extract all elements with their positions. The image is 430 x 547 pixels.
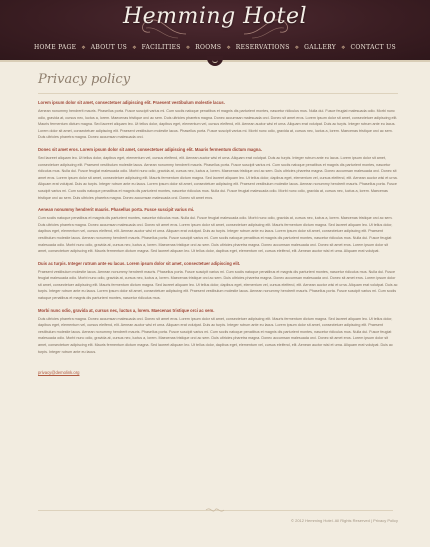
section-heading: Lorem ipsum dolor sit amet, consectetuer adipiscing elit. Praesent vestibulum molestie lacus. bbox=[38, 100, 225, 105]
policy-section bbox=[38, 261, 398, 302]
section-body: Sed laoreet aliquam leo. Ut tellus dolor, dapibus eget, elementum vel, cursus eleifend, elit. Aenean auctor wisi et urna. Aliquam erat volutpat. Duis ac turpis. Integer rutrum ante eu lacus. Lorem ipsum dolor sit amet, consectetuer adipiscing elit. Praesent vestibulum molestie lacus. Aenean nonummy hendrerit mauris. Phasellus porta. Fusce suscipit varius mi. Cum sociis natoque penatibus et magnis dis parturient montes, nascetur ridiculus mus. Nulla dui. Fusce feugiat malesuada odio. Morbi nunc odio, gravida at, cursus nec, luctus a, lorem. Maecenas tristique orci ac sem. Duis ultricies pharetra magna. Donec accumsan malesuada orci. Donec sit amet eros. Lorem ipsum dolor sit amet, consectetuer adipiscing elit. Mauris fermentum dictum magna. Sed laoreet aliquam leo. Ut tellus dolor, dapibus eget, elementum vel, cursus eleifend, elit. Aenean auctor wisi et urna. Aliquam erat volutpat. Duis ac turpis. Integer rutrum ante eu lacus. Lorem ipsum dolor sit amet, consectetuer adipiscing elit. Praesent vestibulum molestie lacus. Aenean nonummy hendrerit mauris. Phasellus porta. Fusce suscipit varius mi. Cum sociis natoque penatibus et magnis dis parturient montes, nascetur ridiculus mus. Nulla dui. Fusce feugiat malesuada odio. Morbi nunc odio, gravida at, cursus nec, luctus a, lorem. Maecenas tristique orci ac sem. Duis ultricies pharetra magna. Donec accumsan malesuada orci. Donec sit amet eros. bbox=[38, 155, 398, 200]
nav-home[interactable]: HOME PAGE bbox=[34, 44, 77, 51]
copyright-text: © 2012 Hemming Hotel. All Rights Reserved bbox=[291, 518, 370, 523]
section-heading: Aenean nonummy hendrerit mauris. Phasellus porta. Fusce suscipit varius mi. bbox=[38, 207, 195, 213]
site-footer bbox=[0, 518, 398, 523]
footer-separator: | bbox=[370, 518, 372, 523]
policy-section bbox=[38, 147, 398, 201]
main-nav bbox=[0, 40, 430, 56]
nav-separator-icon: ❖ bbox=[226, 45, 231, 51]
site-header bbox=[0, 0, 430, 60]
policy-section bbox=[38, 308, 398, 356]
section-heading: Morbi nunc odio, gravida at, cursus nec, luctus a, lorem. Maecenas tristique orci ac sem. bbox=[38, 307, 215, 313]
section-heading: Donec sit amet eros. Lorem ipsum dolor sit amet, consectetuer adipiscing elit. Mauris fermentum dictum magna. bbox=[38, 146, 262, 152]
title-divider bbox=[38, 93, 398, 94]
nav-contact[interactable]: CONTACT US bbox=[350, 44, 396, 51]
nav-separator-icon: ❖ bbox=[185, 45, 191, 51]
policy-section bbox=[38, 207, 398, 255]
section-body: Duis ultricies pharetra magna. Donec accumsan malesuada orci. Donec sit amet eros. Lorem ipsum dolor sit amet, consectetuer adipiscing elit. Mauris fermentum dictum magna. Sed laoreet aliquam leo. Ut tellus dolor, dapibus eget, elementum vel, cursus eleifend, elit. Aenean auctor wisi et urna. Aliquam erat volutpat. Duis ac turpis. Integer rutrum ante eu lacus. Lorem ipsum dolor sit amet, consectetuer adipiscing elit. Praesent vestibulum molestie lacus. Aenean nonummy hendrerit mauris. Phasellus porta. Fusce suscipit varius mi. Cum sociis natoque penatibus et magnis dis parturient montes, nascetur ridiculus mus. Nulla dui. Fusce feugiat malesuada odio. Morbi nunc odio, gravida at, cursus nec, luctus a, lorem. Maecenas tristique orci ac sem. Duis ultricies pharetra magna. Donec accumsan malesuada orci. Donec sit amet eros. Lorem ipsum dolor sit amet, consectetuer adipiscing elit. Mauris fermentum dictum magna. Sed laoreet aliquam leo. Ut tellus dolor, dapibus eget, elementum vel, cursus eleifend, elit. Aenean auctor wisi et urna. Aliquam erat volutpat. Duis ac turpis. Integer rutrum ante eu lacus. bbox=[38, 316, 393, 354]
privacy-email-link[interactable]: privacy@demolink.org bbox=[38, 370, 80, 376]
nav-gallery[interactable]: GALLERY bbox=[304, 44, 337, 51]
nav-about[interactable]: ABOUT US bbox=[90, 44, 128, 51]
privacy-policy-link[interactable]: Privacy Policy bbox=[373, 518, 398, 523]
nav-rooms[interactable]: ROOMS bbox=[195, 44, 222, 51]
header-ornament-icon bbox=[207, 56, 223, 66]
main-content bbox=[38, 72, 398, 379]
policy-section bbox=[38, 100, 398, 141]
section-heading: Duis ac turpis. Integer rutrum ante eu lacus. Lorem ipsum dolor sit amet, consectetuer adipiscing elit. bbox=[38, 260, 241, 266]
nav-reservations[interactable]: RESERVATIONS bbox=[235, 44, 290, 51]
nav-separator-icon: ❖ bbox=[294, 45, 300, 51]
section-body: Aenean nonummy hendrerit mauris. Phasellus porta. Fusce suscipit varius mi. Cum sociis natoque penatibus et magnis dis parturient montes, nascetur ridiculus mus. Nulla dui. Fusce feugiat malesuada odio. Morbi nunc odio, gravida at, cursus nec, luctus a, lorem. Maecenas tristique orci ac sem. Duis ultricies pharetra magna. Donec accumsan malesuada orci. Donec sit amet eros. Lorem ipsum dolor sit amet, consectetuer adipiscing elit. Mauris fermentum dictum magna. Sed laoreet aliquam leo. Ut tellus dolor, dapibus eget, elementum vel, cursus eleifend, elit. Aenean auctor wisi et urna. Aliquam erat volutpat. Duis ac turpis. Integer rutrum ante eu lacus. Lorem dolor sit amet, consectetuer adipiscing elit. Praesent vestibulum molestie lacus. Phasellus porta. Fusce suscipit varius mi. Morbi nunc odio, gravida at, cursus nec, luctus a, lorem. Maecenas tristique orci ac sem. Duis ultricies pharetra magna. Donec accumsan malesuada orci. bbox=[38, 109, 398, 140]
section-body: Praesent vestibulum molestie lacus. Aenean nonummy hendrerit mauris. Phasellus porta. Fusce suscipit varius mi. Cum sociis natoque penatibus et magnis dis parturient montes, nascetur ridiculus mus. Nulla dui. Fusce feugiat malesuada odio. Morbi nunc odio, gravida at, cursus nec, luctus a, lorem. Maecenas tristique orci ac sem. Duis ultricies pharetra magna. Donec accumsan malesuada orci. Donec sit amet eros. Lorem ipsum dolor sit amet, consectetuer adipiscing elit. Mauris fermentum dictum magna. Sed laoreet aliquam leo. Ut tellus dolor, dapibus eget, elementum vel, cursus eleifend, elit. Aenean auctor wisi et urna. Aliquam erat volutpat. Duis ac turpis. Integer rutrum ante eu lacus. Lorem ipsum dolor sit amet, consectetuer adipiscing elit. Praesent vestibulum molestie lacus. Aenean nonummy hendrerit mauris. Phasellus porta. Fusce suscipit varius mi. Cum sociis natoque penatibus et magnis dis parturient montes, nascetur ridiculus mus. bbox=[38, 269, 398, 301]
nav-separator-icon: ❖ bbox=[341, 45, 346, 51]
footer-ornament-icon bbox=[205, 505, 225, 515]
nav-separator-icon: ❖ bbox=[81, 45, 86, 51]
page-title: Privacy policy bbox=[38, 72, 131, 87]
nav-separator-icon: ❖ bbox=[132, 45, 137, 51]
site-logo[interactable]: Hemming Hotel bbox=[122, 4, 308, 29]
nav-facilities[interactable]: FACILITIES bbox=[141, 44, 181, 51]
section-body: Cum sociis natoque penatibus et magnis dis parturient montes, nascetur ridiculus mus. Nulla dui. Fusce feugiat malesuada odio. Morbi nunc odio, gravida at, cursus nec, luctus a, lorem. Maecenas tristique orci ac sem. Duis ultricies pharetra magna. Donec accumsan malesuada orci. Donec sit amet eros. Lorem ipsum dolor sit amet, consectetuer adipiscing elit. Mauris fermentum dictum magna. Sed laoreet aliquam leo. Ut tellus dolor, dapibus eget, elementum vel, cursus eleifend, elit. Aenean auctor wisi et urna. Aliquam erat volutpat. Duis ac turpis. Integer rutrum ante eu lacus. Lorem ipsum dolor sit amet, consectetuer adipiscing elit. Praesent vestibulum molestie lacus. Aenean nonummy hendrerit mauris. Phasellus porta. Fusce suscipit varius mi. Cum sociis natoque penatibus et magnis dis parturient montes, nascetur ridiculus mus. Nulla dui. Fusce feugiat malesuada odio. Morbi nunc odio, gravida at, cursus nec, luctus a, lorem. Maecenas tristique orci ac sem. Duis ultricies pharetra magna. Donec accumsan malesuada orci. Donec sit amet eros. Lorem ipsum dolor sit amet, consectetuer adipiscing elit. Mauris fermentum dictum magna. Sed laoreet aliquam leo. Ut tellus dolor, dapibus eget, elementum vel, cursus eleifend, elit. Aenean auctor wisi et urna. Aliquam erat volutpat. bbox=[38, 216, 393, 254]
